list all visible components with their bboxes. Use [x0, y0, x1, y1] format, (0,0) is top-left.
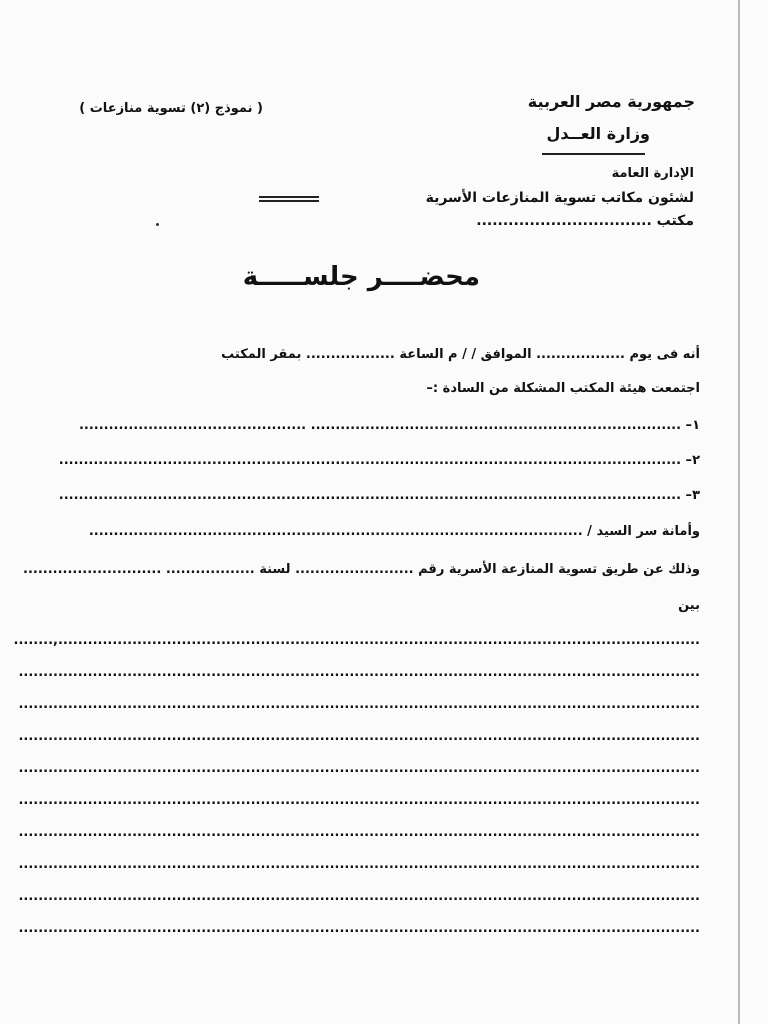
administration-label: الإدارة العامة [611, 166, 694, 181]
section-label: لشئون مكاتب تسوية المنازعات الأسرية [425, 190, 694, 206]
secretary-line: وأمانة سر السيد / .................................................................................................... [88, 524, 700, 539]
blank-line: .......................................................................................................................................... [18, 825, 700, 840]
between-label: بين [678, 598, 700, 613]
blank-line: .......................................................................................................................................... [18, 697, 700, 712]
page-title: محضــــر جلســـــة [242, 262, 480, 292]
committee-line: اجتمعت هيئة المكتب المشكلة من السادة :– [426, 381, 700, 396]
blank-line: .......................................................................................................................................... [18, 665, 700, 680]
double-rule-bottom [259, 200, 319, 202]
double-rule-top [259, 196, 319, 198]
date-time-line: أنه فى يوم .................. الموافق / / م الساعة .................. بمقر المكتب [221, 347, 700, 362]
ministry-heading: وزارة العــدل [546, 124, 650, 143]
member-line-3: ٣– .............................................................................................................................. [58, 488, 700, 503]
office-label: مكتب ................................. [476, 213, 694, 229]
blank-line: ..................................................................................................................................,........ [13, 633, 700, 648]
blank-line: .......................................................................................................................................... [18, 921, 700, 936]
blank-line: .......................................................................................................................................... [18, 761, 700, 776]
dispute-number-line: وذلك عن طريق تسوية المنازعة الأسرية رقم ........................ لسنة .................. ............................ [23, 562, 700, 577]
stray-dot [156, 223, 159, 226]
member-line-1: ١– ........................................................................... .............................................. [78, 418, 700, 433]
blank-line: .......................................................................................................................................... [18, 793, 700, 808]
blank-line: .......................................................................................................................................... [18, 857, 700, 872]
blank-line: .......................................................................................................................................... [18, 889, 700, 904]
page-edge [738, 0, 740, 1024]
blank-line: .......................................................................................................................................... [18, 729, 700, 744]
form-number-label: ( نموذج (٢) تسوية منازعات ) [79, 101, 263, 116]
republic-heading: جمهورية مصر العربية [527, 92, 695, 111]
member-line-2: ٢– .............................................................................................................................. [58, 453, 700, 468]
ministry-underline [542, 153, 645, 155]
